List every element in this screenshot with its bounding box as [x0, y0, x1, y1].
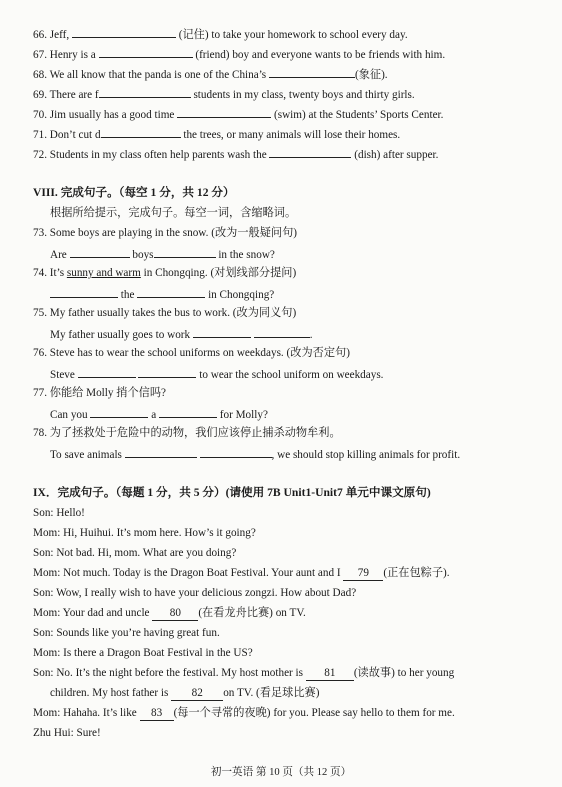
q72-text-end: (dish) after supper.	[351, 149, 439, 161]
a76-text: Steve	[50, 369, 78, 381]
q66-text: 66. Jeff,	[33, 29, 72, 41]
dialog-line-4	[33, 566, 450, 581]
blank-81[interactable]: 81	[306, 666, 354, 681]
l4-text: Mom: Not much. Today is the Dragon Boat Festival. Your aunt and I	[33, 567, 344, 579]
question-77: 77. 你能给 Molly 捎个信吗?	[33, 387, 167, 399]
a73-blank-1[interactable]	[70, 246, 130, 258]
a74-blank-1[interactable]	[50, 286, 118, 298]
q67-text-end: (friend) boy and everyone wants to be friends with him.	[192, 49, 446, 61]
question-70	[33, 106, 443, 122]
l11-text: Mom: Hahaha. It’s like	[33, 707, 140, 719]
dialog-line-1: Son: Hello!	[33, 507, 85, 519]
a73-text-3: in the snow?	[215, 249, 275, 261]
q68-text: 68. We all know that the panda is one of the China’s	[33, 69, 269, 81]
a75-blank-1[interactable]	[193, 326, 251, 338]
answer-74	[50, 286, 274, 302]
l6-text-end: (在看龙舟比赛) on TV.	[198, 607, 306, 619]
q74-text: 74. It’s	[33, 267, 67, 279]
l4-text-end: (正在包粽子).	[383, 567, 450, 579]
question-67	[33, 46, 445, 62]
question-66	[33, 26, 408, 42]
section-9-title: IX．完成句子。（每题 1 分，共 5 分）(请使用 7B Unit1-Unit7 单元中课文原句)	[33, 486, 431, 499]
l10-text: children. My host father is	[50, 687, 172, 699]
dialog-line-10	[50, 686, 319, 701]
a73-text-2: boys	[129, 249, 154, 261]
l6-text: Mom: Your dad and uncle	[33, 607, 153, 619]
dialog-line-2: Mom: Hi, Huihui. It’s mom here. How’s it going?	[33, 527, 256, 539]
blank-83[interactable]: 83	[140, 706, 174, 721]
a77-blank-1[interactable]	[90, 406, 148, 418]
a77-text-3: for Molly?	[216, 409, 268, 421]
a78-blank-1[interactable]	[125, 446, 197, 458]
question-74	[33, 266, 296, 280]
dialog-line-12: Zhu Hui: Sure!	[33, 727, 101, 739]
question-71	[33, 126, 400, 142]
a74-text: the	[118, 289, 138, 301]
a76-text-2: to wear the school uniform on weekdays.	[196, 369, 384, 381]
l9-text: Son: No. It’s the night before the festival. My host mother is	[33, 667, 306, 679]
answer-73	[50, 246, 275, 262]
q66-blank[interactable]	[72, 26, 176, 38]
blank-80[interactable]: 80	[152, 606, 198, 621]
question-76: 76. Steve has to wear the school uniforms on weekdays. (改为否定句)	[33, 347, 350, 359]
answer-77	[50, 406, 268, 422]
q72-blank[interactable]	[269, 146, 351, 158]
a73-blank-2[interactable]	[154, 246, 216, 258]
q66-text-end: (记住) to take your homework to school every day.	[175, 29, 408, 41]
dialog-line-8: Mom: Is there a Dragon Boat Festival in the US?	[33, 647, 253, 659]
l11-text-end: (每一个寻常的夜晚) for you. Please say hello to them for me.	[173, 707, 455, 719]
a74-text-2: in Chongqing?	[205, 289, 275, 301]
q69-text-end: students in my class, twenty boys and thirty girls.	[190, 89, 415, 101]
answer-76	[50, 366, 383, 382]
a77-text: Can you	[50, 409, 91, 421]
a75-text-2: .	[309, 329, 313, 341]
a77-blank-2[interactable]	[159, 406, 217, 418]
section-8-instructions: 根据所给提示，完成句子。每空一词，含缩略词。	[50, 207, 297, 219]
a78-text: To save animals	[50, 449, 125, 461]
a78-text-2: , we should stop killing animals for profit.	[271, 449, 461, 461]
q70-blank[interactable]	[177, 106, 271, 118]
question-73: 73. Some boys are playing in the snow. (改为一般疑问句)	[33, 227, 298, 239]
q67-blank[interactable]	[99, 46, 193, 58]
a73-text: Are	[50, 249, 70, 261]
q71-blank[interactable]	[101, 126, 181, 138]
question-68	[33, 66, 388, 82]
l9-text-end: (读故事) to her young	[353, 667, 455, 679]
page-footer: 初一英语 第 10 页（共 12 页）	[210, 767, 352, 778]
dialog-line-5: Son: Wow, I really wish to have your delicious zongzi. How about Dad?	[33, 587, 357, 599]
q70-text: 70. Jim usually has a good time	[33, 109, 178, 121]
blank-82[interactable]: 82	[171, 686, 223, 701]
q74-underlined: sunny and warm	[66, 267, 141, 279]
question-72	[33, 146, 438, 162]
q69-text: 69. There are f	[33, 89, 99, 101]
dialog-line-3: Son: Not bad. Hi, mom. What are you doing?	[33, 547, 237, 559]
q70-text-end: (swim) at the Students’ Sports Center.	[271, 109, 444, 121]
a76-blank-1[interactable]	[78, 366, 136, 378]
q71-text: 71. Don’t cut d	[33, 129, 101, 141]
q71-text-end: the trees, or many animals will lose their homes.	[180, 129, 401, 141]
a76-blank-2[interactable]	[138, 366, 196, 378]
a75-text: My father usually goes to work	[50, 329, 193, 341]
dialog-line-11	[33, 706, 455, 721]
answer-75	[50, 326, 313, 342]
q69-blank[interactable]	[99, 86, 191, 98]
q74-text-end: in Chongqing. (对划线部分提问)	[140, 267, 297, 279]
a75-blank-2[interactable]	[254, 326, 310, 338]
l10-text-end: on TV. (看足球比赛)	[223, 687, 320, 699]
section-8-title: VIII. 完成句子。（每空 1 分，共 12 分）	[33, 186, 235, 199]
a78-blank-2[interactable]	[200, 446, 272, 458]
blank-79[interactable]: 79	[343, 566, 383, 581]
dialog-line-9	[33, 666, 454, 681]
dialog-line-6	[33, 606, 306, 621]
q67-text: 67. Henry is a	[33, 49, 99, 61]
q68-text-end: (象征).	[354, 69, 388, 81]
question-75: 75. My father usually takes the bus to work. (改为同义句)	[33, 307, 297, 319]
answer-78	[50, 446, 460, 462]
q72-text: 72. Students in my class often help parents wash the	[33, 149, 270, 161]
a77-text-2: a	[148, 409, 159, 421]
question-78: 78. 为了拯救处于危险中的动物，我们应该停止捕杀动物牟利。	[33, 427, 341, 439]
q68-blank[interactable]	[269, 66, 355, 78]
question-69	[33, 86, 415, 102]
a74-blank-2[interactable]	[137, 286, 205, 298]
dialog-line-7: Son: Sounds like you’re having great fun.	[33, 627, 220, 639]
